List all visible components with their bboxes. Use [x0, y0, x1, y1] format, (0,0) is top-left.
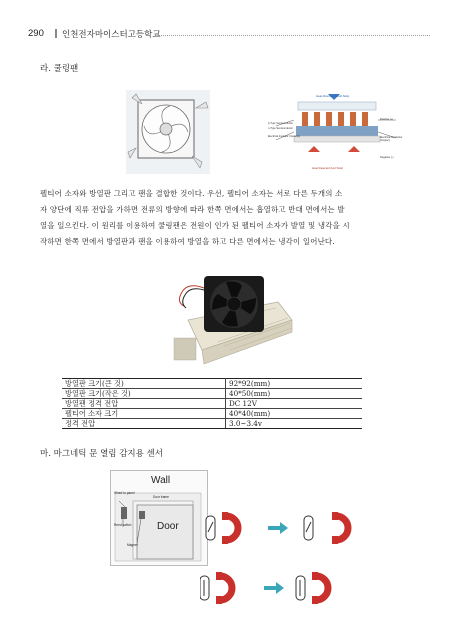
spec-table: [62, 378, 362, 429]
spec-item: 방열판 크기(큰 것): [62, 379, 226, 389]
spec-item: 정격 전압: [62, 419, 226, 429]
spec-value: 3.0~3.4v: [226, 419, 363, 429]
section-title-cooling-fan: 라. 쿨링팬: [40, 64, 79, 74]
paragraph-line: 펠티어 소자와 방열판 그리고 팬을 결합한 것이다. 우선, 펠티어 소자는 서로 다른 두개의 소: [40, 189, 343, 198]
spec-value: 40*50(mm): [226, 389, 363, 399]
label-door: Door: [157, 521, 179, 532]
label-heat-absorbed: Heat Absorbed (Cold Side): [316, 94, 350, 98]
header-divider: [55, 29, 57, 38]
label-negative: Negative (-): [380, 156, 394, 159]
label-heat-rejected: Heat Rejected (Hot Side): [312, 166, 344, 170]
spec-value: 40*40(mm): [226, 409, 363, 419]
spec-value: 92*92(mm): [226, 379, 363, 389]
spec-item: 펠티어 소자 크기: [62, 409, 226, 419]
section-title-door-sensor: 마. 마그네틱 문 열림 감지용 센서: [40, 449, 163, 459]
table-row: [62, 419, 362, 429]
label-wired-to-panel: Wired to panel: [114, 491, 135, 495]
spec-item: 방열팬 정격 전압: [62, 399, 226, 409]
label-positive: Positive (+): [380, 118, 394, 121]
label-wall: Wall: [151, 475, 171, 486]
running-header: [28, 28, 428, 42]
school-name: 인천전자마이스터고등학교: [62, 29, 161, 39]
table-row: [62, 389, 362, 399]
spec-value: DC 12V: [226, 399, 363, 409]
paragraph-line: 열을 일으킨다. 이 원리를 이용하여 쿨링팬은 전원이 인가 된 펠티어 소자가 발열 및 냉각을 시: [40, 221, 350, 230]
table-row: [62, 399, 362, 409]
label-reed-switch: Reed switch: [114, 523, 132, 527]
cooling-module-photo: [168, 262, 298, 370]
paragraph-line: 작하면 한쪽 면에서 방열판과 팬을 이용하여 방열을 하고 다른 면에서는 냉각이 일어난다.: [40, 237, 335, 246]
table-row: [62, 409, 362, 419]
paragraph-line: 자 양단에 직류 전압을 가하면 전류의 방향에 따라 한쪽 면에서는 흡열하고 반대 면에서는 발: [40, 205, 345, 214]
table-row: [62, 379, 362, 389]
label-conductor: Electrical Conductor (Copper): [380, 136, 403, 142]
dotted-leader: [158, 35, 430, 36]
label-door-frame: Door frame: [153, 495, 169, 499]
page-number: 290: [28, 28, 44, 39]
label-insulator: Electrical Insulator (Ceramic): [268, 135, 301, 138]
fan-illustration: [126, 90, 410, 174]
reed-switch-sequence: [200, 498, 380, 628]
cooling-fan-figure: [126, 90, 410, 174]
spec-item: 방열판 크기(작은 것): [62, 389, 226, 399]
description-paragraph: [40, 186, 425, 250]
label-magnet: Magnet: [127, 543, 138, 547]
door-sensor-diagram: [110, 470, 208, 566]
magnet-icon: [200, 512, 348, 604]
label-p-type: p-Type Semiconductor: [268, 122, 294, 125]
label-n-type: n-Type Semiconductor: [268, 127, 294, 130]
